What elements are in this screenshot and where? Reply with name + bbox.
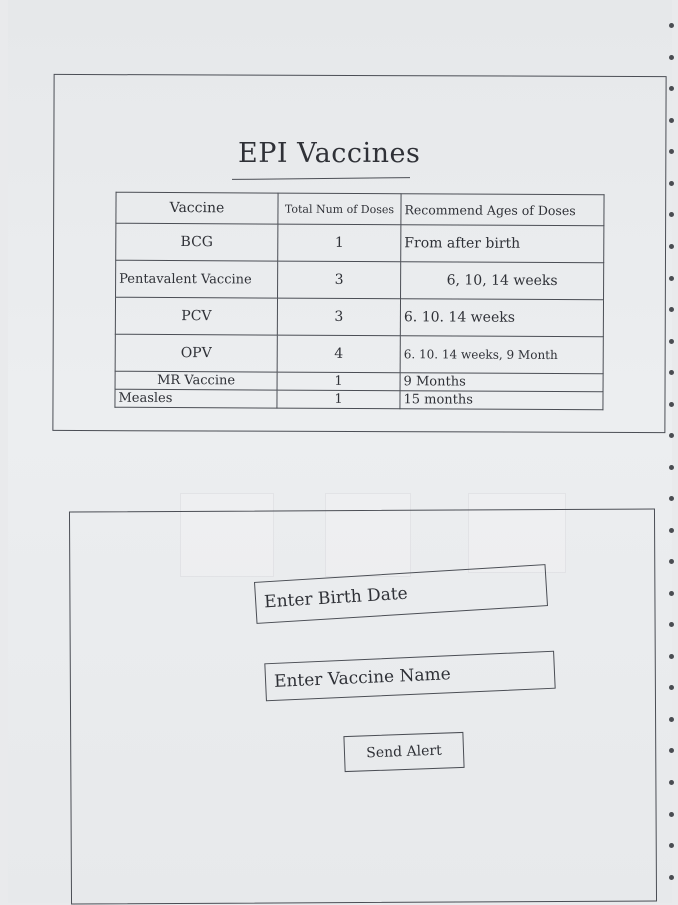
table-row: [115, 334, 603, 374]
vaccine-table: [114, 192, 604, 411]
vaccine-cell: BCG: [116, 223, 278, 261]
ages-cell: 15 months: [400, 391, 603, 410]
alert-screen-frame: [69, 508, 657, 904]
spiral-binding: [666, 0, 676, 903]
table-row: [116, 260, 604, 300]
send-alert-button[interactable]: Send Alert: [343, 732, 464, 772]
table-row: [115, 297, 603, 337]
doses-cell: 3: [278, 261, 401, 299]
vaccine-cell: MR Vaccine: [115, 371, 277, 390]
doses-cell: 1: [277, 390, 400, 409]
column-header-doses: Total Num of Doses: [278, 193, 401, 225]
vaccine-cell: PCV: [115, 297, 277, 335]
table-row: [115, 389, 603, 410]
doses-cell: 1: [277, 372, 400, 391]
page-title: EPI Vaccines: [238, 138, 421, 169]
doses-cell: 4: [277, 335, 400, 373]
vaccine-cell: OPV: [115, 334, 277, 372]
vaccine-cell: Measles: [115, 389, 277, 408]
doses-cell: 3: [277, 298, 400, 336]
column-header-ages: Recommend Ages of Doses: [401, 194, 604, 226]
ages-cell: 6, 10, 14 weeks: [401, 262, 604, 300]
column-header-vaccine: Vaccine: [116, 192, 278, 224]
table-header-row: [116, 192, 604, 226]
doses-cell: 1: [278, 224, 401, 262]
ages-cell: 6. 10. 14 weeks, 9 Month: [400, 336, 603, 374]
vaccine-cell: Pentavalent Vaccine: [116, 260, 278, 298]
ages-cell: From after birth: [401, 225, 604, 263]
ages-cell: 9 Months: [400, 373, 603, 392]
table-row: [116, 223, 604, 263]
ages-cell: 6. 10. 14 weeks: [400, 299, 603, 337]
